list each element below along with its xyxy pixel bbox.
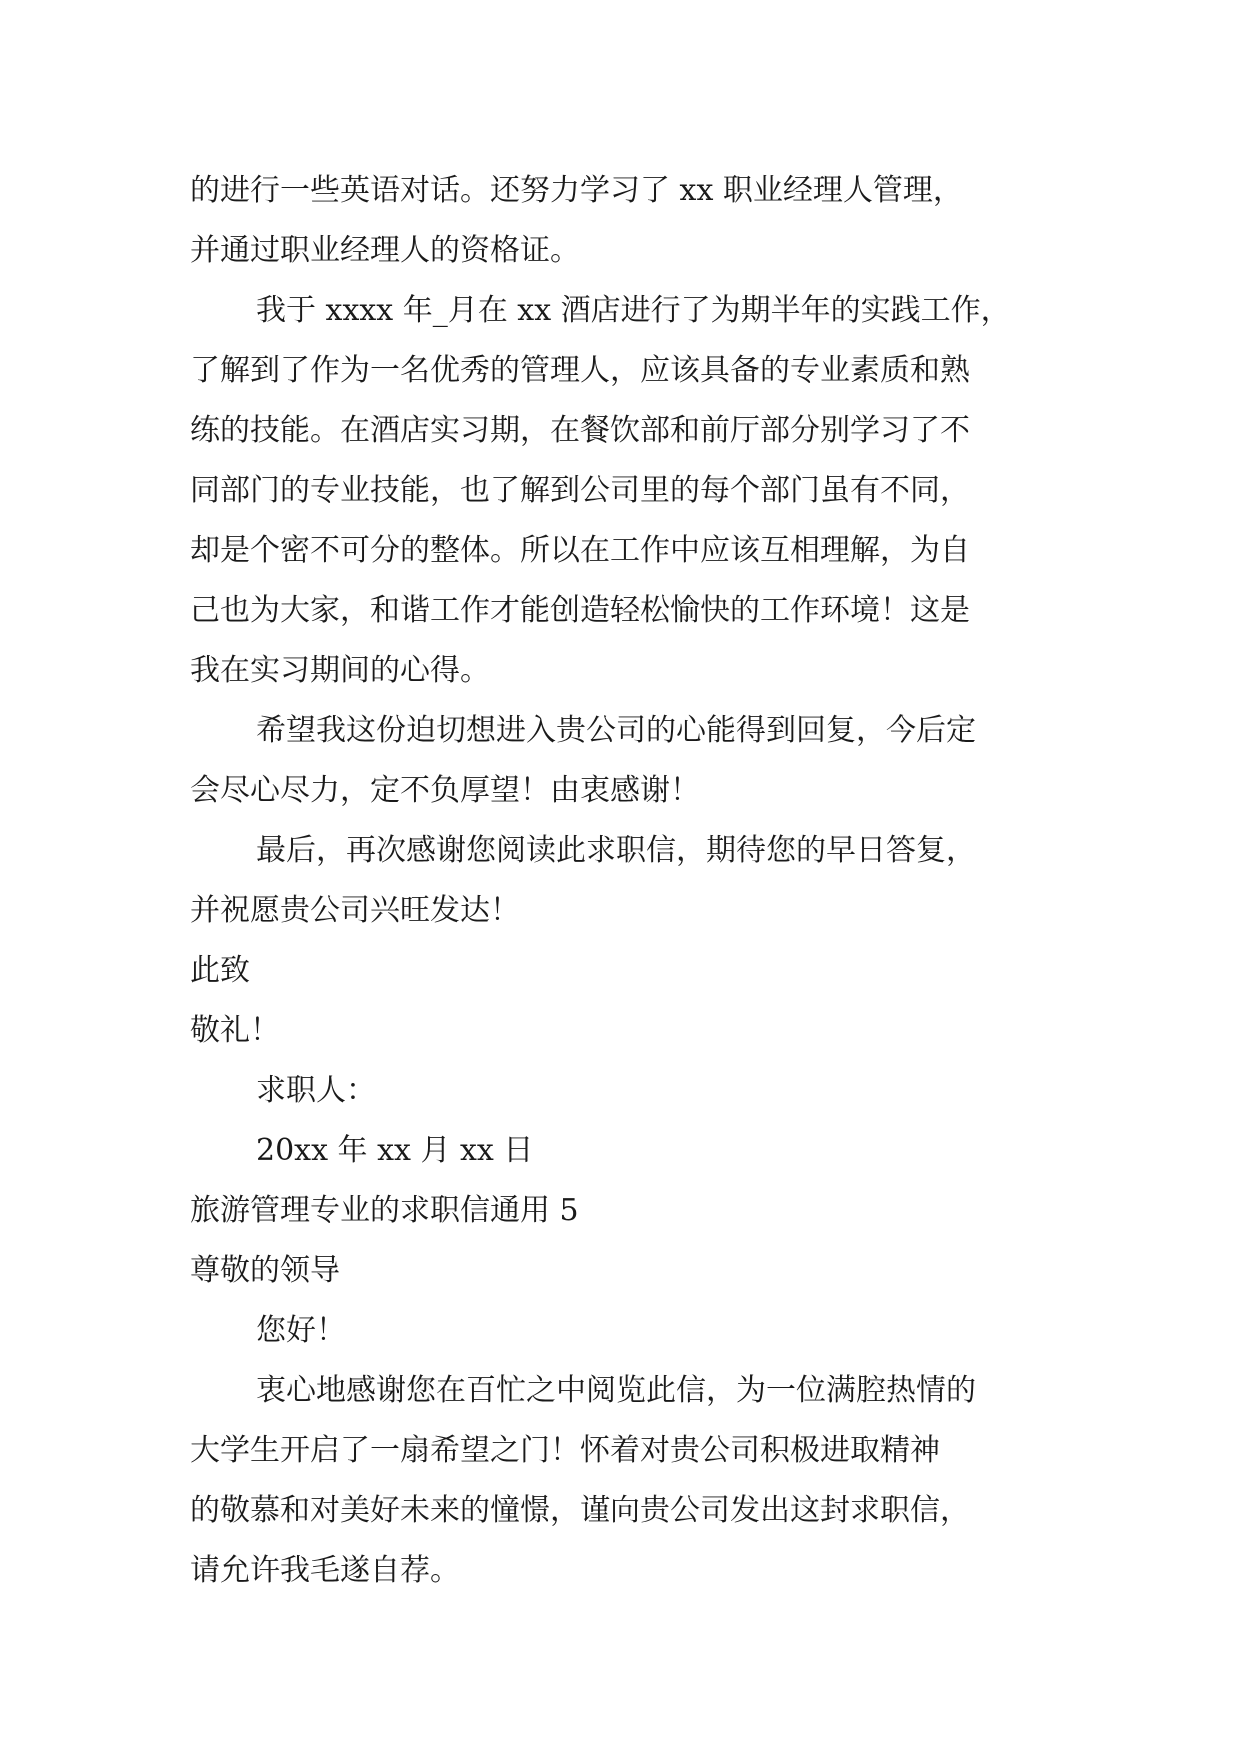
closing-regards: 敬礼！ [190,1013,280,1048]
text-line: 的敬慕和对美好未来的憧憬，谨向贵公司发出这封求职信， [190,1493,970,1528]
signature-applicant: 求职人： [256,1073,376,1108]
text-line: 了解到了作为一名优秀的管理人，应该具备的专业素质和熟 [190,353,970,388]
greeting-hello: 您好！ [256,1313,346,1348]
text-line: 的进行一些英语对话。还努力学习了 xx 职业经理人管理， [190,173,963,208]
paragraph-start-line: 希望我这份迫切想进入贵公司的心能得到回复，今后定 [256,713,976,748]
text-line: 己也为大家，和谐工作才能创造轻松愉快的工作环境！这是 [190,593,970,628]
text-line: 却是个密不可分的整体。所以在工作中应该互相理解，为自 [190,533,970,568]
document-body [190,161,1080,1601]
text-line: 并祝愿贵公司兴旺发达！ [190,893,520,928]
text-line: 大学生开启了一扇希望之门！怀着对贵公司积极进取精神 [190,1433,940,1468]
text-line: 并通过职业经理人的资格证。 [190,233,580,268]
paragraph-start-line: 衷心地感谢您在百忙之中阅览此信，为一位满腔热情的 [256,1373,976,1408]
paragraph-start-line: 我于 xxxx 年_月在 xx 酒店进行了为期半年的实践工作， [256,293,1011,328]
section-heading: 旅游管理专业的求职信通用 5 [190,1193,579,1228]
closing-salutation: 此致 [190,953,250,988]
text-line: 同部门的专业技能，也了解到公司里的每个部门虽有不同， [190,473,970,508]
text-line: 练的技能。在酒店实习期，在餐饮部和前厅部分别学习了不 [190,413,970,448]
text-line: 请允许我毛遂自荐。 [190,1553,460,1588]
greeting-recipient: 尊敬的领导 [190,1253,340,1288]
paragraph-start-line: 最后，再次感谢您阅读此求职信，期待您的早日答复， [256,833,976,868]
text-line: 会尽心尽力，定不负厚望！由衷感谢！ [190,773,700,808]
signature-date: 20xx 年 xx 月 xx 日 [256,1133,534,1168]
text-line: 我在实习期间的心得。 [190,653,490,688]
